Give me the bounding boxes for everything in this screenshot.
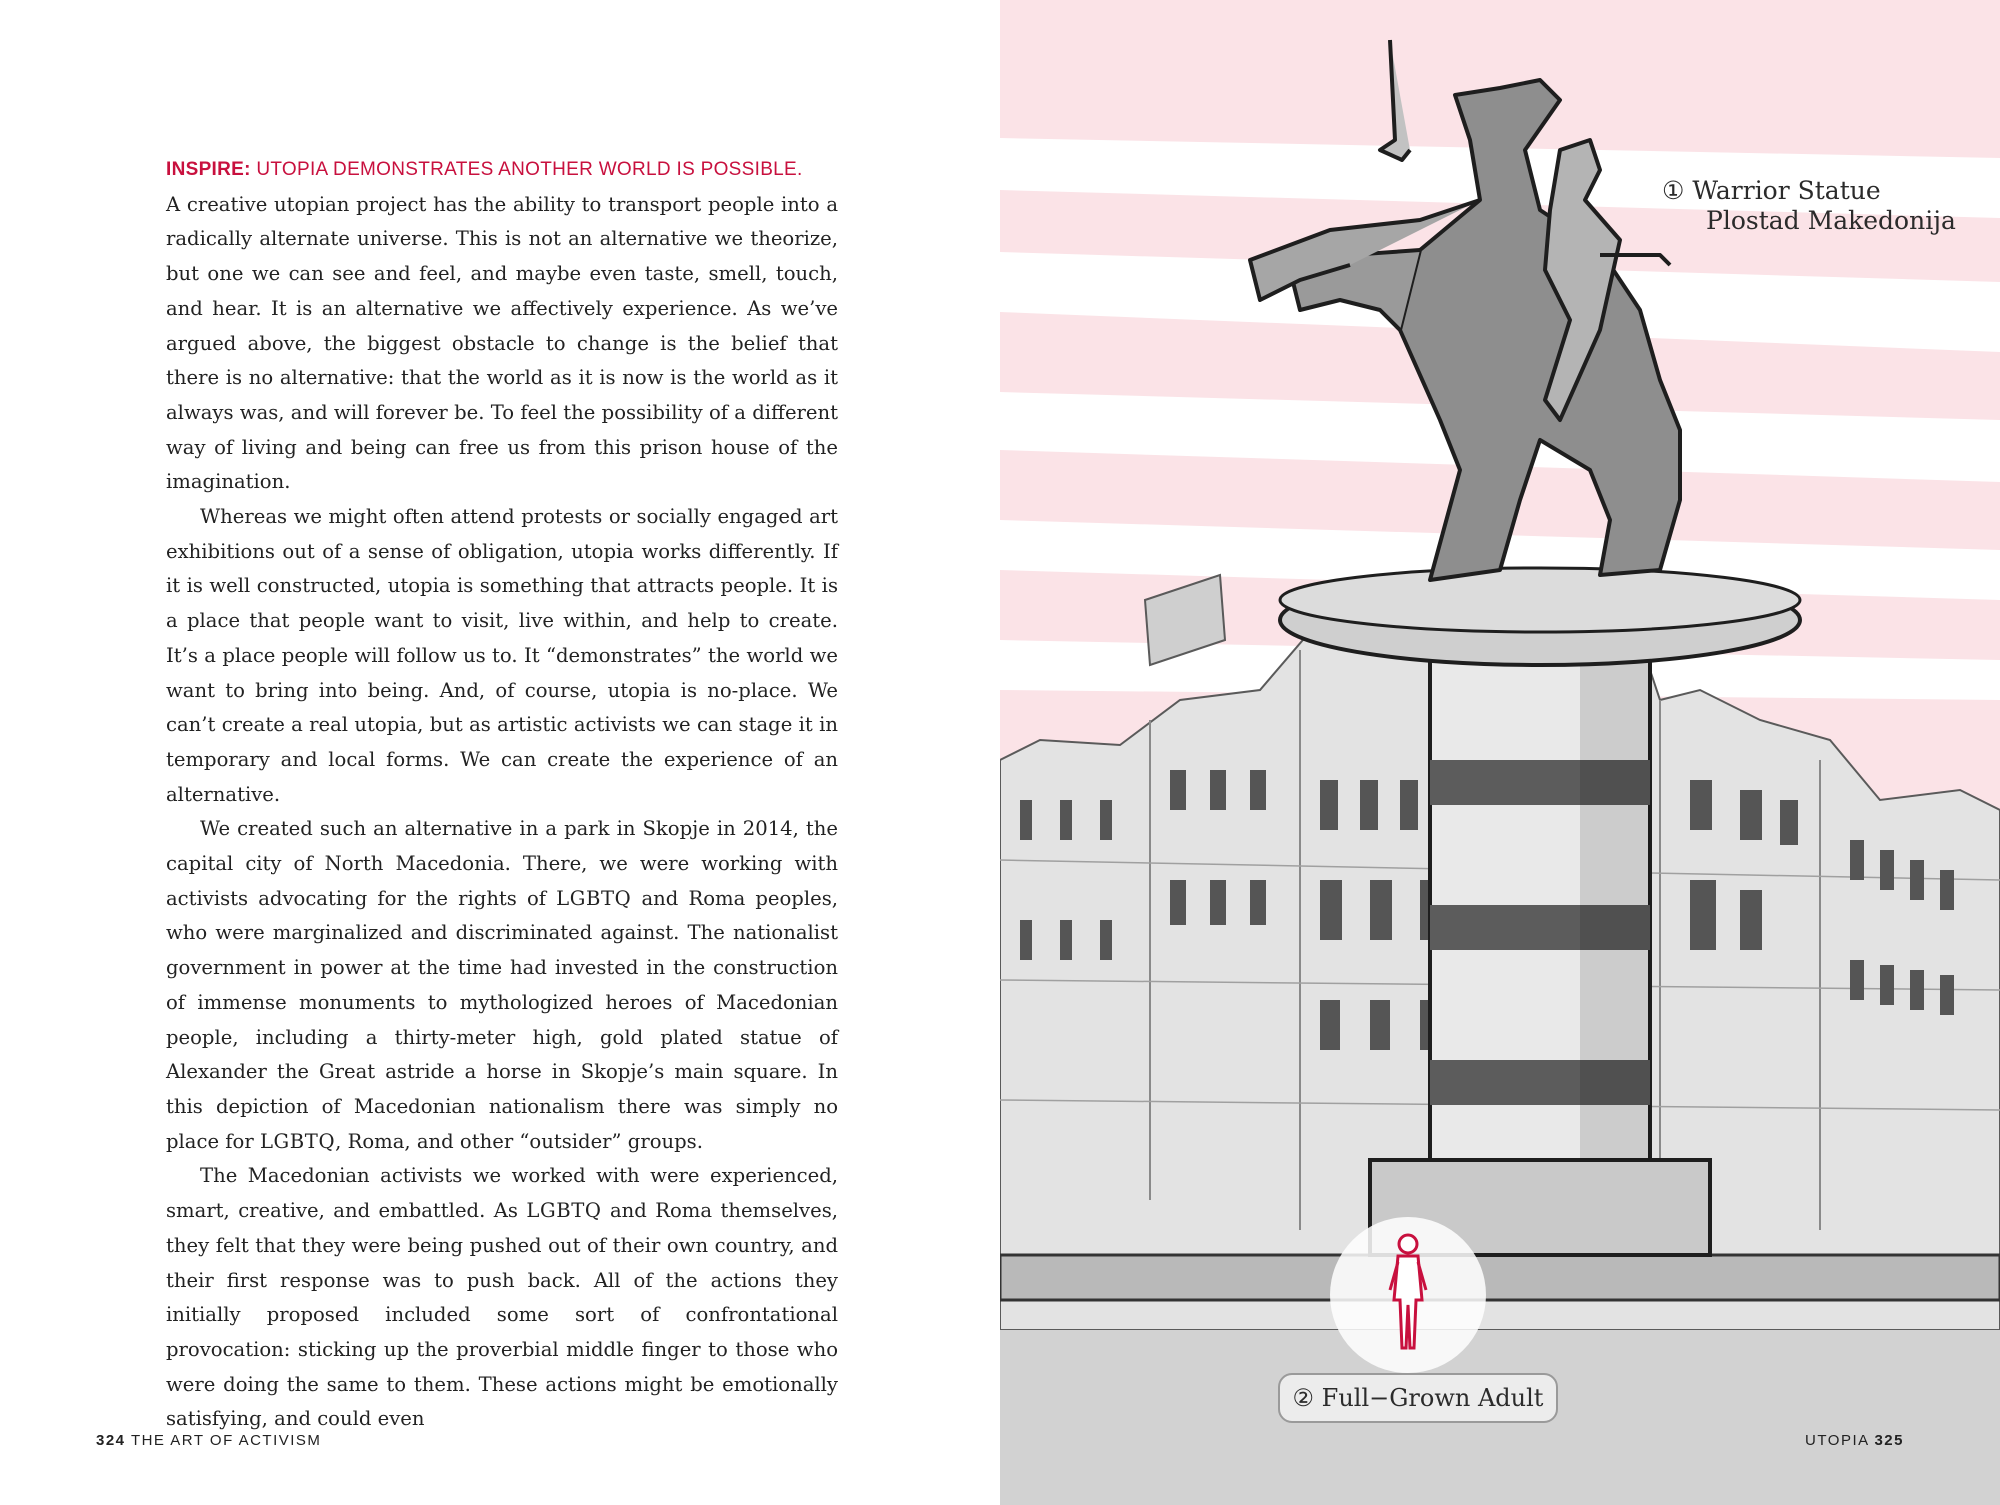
- page-number-left: 324: [96, 1432, 126, 1449]
- section-heading: [166, 153, 838, 188]
- paragraph-4-acronym-1: LGBTQ: [526, 1199, 602, 1223]
- paragraph-4-part-b: and Roma themselves, they felt that they were being pushed out of their own country, and their first response was to push back. All of the actions they initially proposed included some sort of confrontational provocation: sticking up the proverbial middle finger to those who were doing the same to them. These actions might be emotionally satisfying, and could even: [166, 1199, 839, 1431]
- callout-warrior-statue: [1662, 176, 1982, 236]
- paragraph-3-part-c: , Roma, and other “outsider” groups.: [335, 1129, 703, 1153]
- paragraph-2: Whereas we might often attend protests or socially engaged art exhibitions out of a sense of obligation, utopia works differently. If it is well constructed, utopia is something that attracts people. It is a place that people want to visit, live within, and help to create. It’s a place people will follow us to. It “demonstrates” the world we want to bring into being. And, of course, utopia is no-place. We can’t create a real utopia, but as artistic activists we can stage it in temporary and local forms. We can create the experience of an alternative.: [166, 505, 838, 806]
- paragraph-3-part-a: We created such an alternative in a park in Skopje in 2014, the capital city of North Macedonia. There, we were working with activists advocating for the rights of: [166, 817, 838, 910]
- paragraph-4: [166, 1159, 838, 1437]
- callout-1-line1: ① Warrior Statue: [1662, 176, 1881, 205]
- callout-1-line2: Plostad Makedonija: [1706, 206, 1956, 235]
- running-head-left: THE ART OF ACTIVISM: [130, 1432, 322, 1449]
- paragraph-3-part-b: and Roma peoples, who were marginalized and discriminated against. The nationalist government in power at the time had invested in the construction of immense monuments to mythologized heroes of Macedonian people, including a thirty-meter high, gold plated statue of Alexander the Great astride a horse in Skopje’s main square. In this depiction of Macedonian nationalism there was simply no place for: [166, 886, 838, 1153]
- folio-left: [96, 1432, 321, 1449]
- folio-right: [1805, 1432, 1904, 1449]
- callout-2-label: ② Full−Grown Adult: [1292, 1384, 1544, 1412]
- paragraph-3-acronym-2: LGBTQ: [259, 1129, 336, 1153]
- page-number-right: 325: [1874, 1432, 1904, 1449]
- running-head-right: UTOPIA: [1805, 1432, 1869, 1449]
- heading-kicker: INSPIRE:: [166, 159, 251, 180]
- heading-title: UTOPIA DEMONSTRATES ANOTHER WORLD IS POSSIBLE.: [256, 159, 803, 180]
- paragraph-4-part-a: The Macedonian activists we worked with were experienced, smart, creative, and embattled. As: [166, 1164, 838, 1223]
- body-text: [166, 153, 838, 1437]
- callout-full-grown-adult: [1278, 1373, 1558, 1423]
- paragraph-1: A creative utopian project has the ability to transport people into a radically alternate universe. This is not an alternative we theorize, but one we can see and feel, and maybe even taste, smell, touch, and hear. It is an alternative we affectively experience. As we’ve argued above, the biggest obstacle to change is the belief that there is no alternative: that the world as it is now is the world as it always was, and will forever be. To feel the possibility of a different way of living and being can free us from this prison house of the imagination.: [166, 192, 838, 494]
- paragraph-3-acronym-1: LGBTQ: [556, 886, 632, 910]
- paragraph-3: [166, 812, 838, 1159]
- column: [1430, 655, 1650, 1160]
